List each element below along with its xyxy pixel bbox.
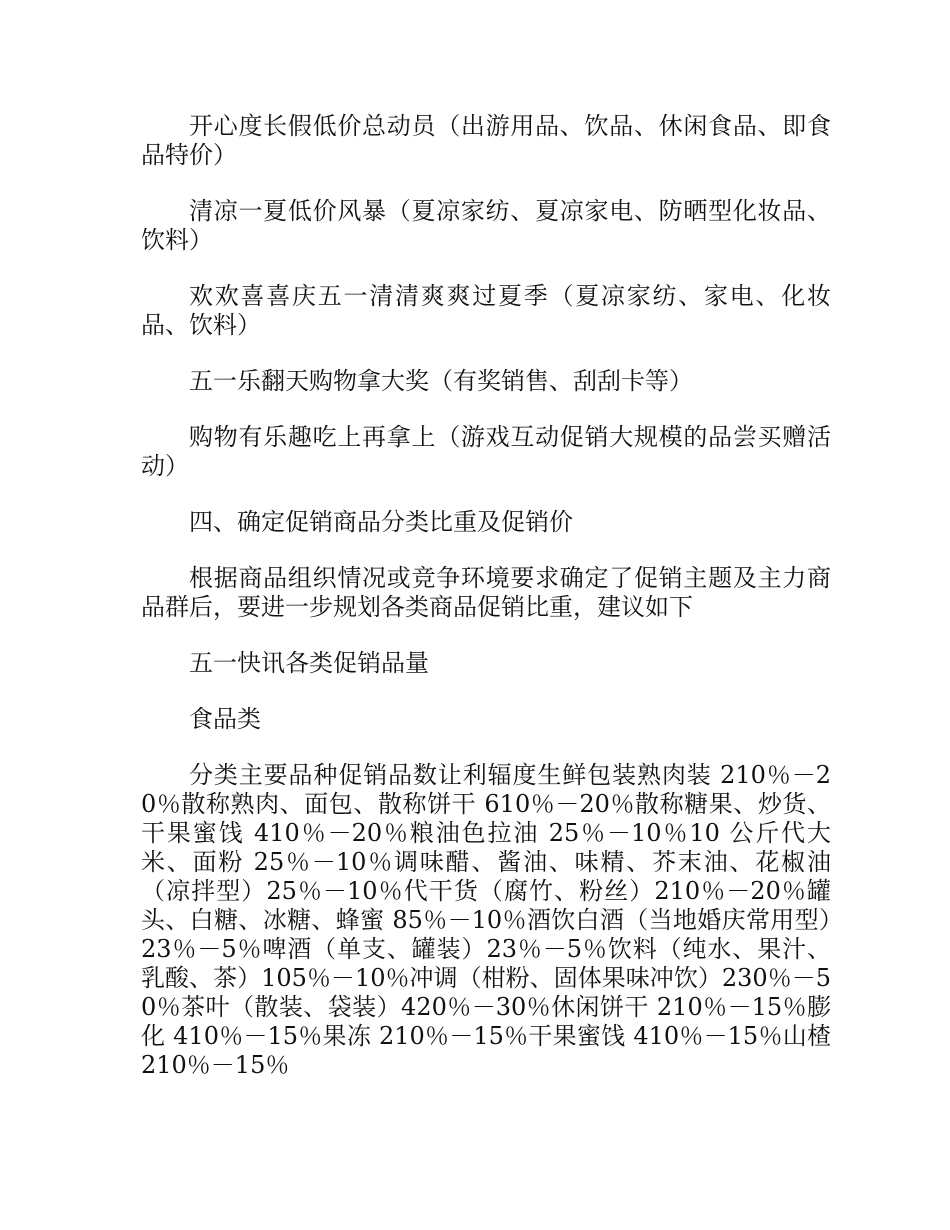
paragraph-tasting-activity: 购物有乐趣吃上再拿上（游戏互动促销大规模的品尝买赠活动） [141,423,831,480]
paragraph-food-category: 食品类 [189,705,261,733]
section-heading-promo-ratio: 四、确定促销商品分类比重及促销价 [189,508,573,536]
paragraph-ratio-advice: 根据商品组织情况或竞争环境要求确定了促销主题及主力商品群后，要进一步规划各类商品促销比重，建议如下 [141,564,831,621]
paragraph-flyer-volume: 五一快讯各类促销品量 [189,649,429,677]
paragraph-prize-sales: 五一乐翻天购物拿大奖（有奖销售、刮刮卡等） [189,367,693,395]
paragraph-summer-promo: 清凉一夏低价风暴（夏凉家纺、夏凉家电、防晒型化妆品、饮料） [141,197,831,254]
document-body [141,112,831,1107]
paragraph-food-details: 分类主要品种促销品数让利辐度生鲜包装熟肉装 210％－20％散称熟肉、面包、散称饼干 610％－20％散称糖果、炒货、干果蜜饯 410％－20％粮油色拉油 25％－10％10 公斤代大米、面粉 25％－10％调味醋、酱油、味精、芥末油、花椒油（凉拌型）25％－10％代干货（腐竹、粉丝）210％－20％罐头、白糖、冰糖、蜂蜜 85％－10％酒饮白酒（当地婚庆常用型）23％－5％啤酒（单支、罐装）23％－5％饮料（纯水、果汁、乳酸、茶）105％－10％冲调（柑粉、固体果味冲饮）230％－50％茶叶（散装、袋装）420％－30％休闲饼干 210％－15％膨化 410％－15％果冻 210％－15％干果蜜饯 410％－15％山楂 210％－15％ [141,761,831,1079]
paragraph-may-day-summer: 欢欢喜喜庆五一清清爽爽过夏季（夏凉家纺、家电、化妆品、饮料） [141,282,831,339]
paragraph-holiday-promo: 开心度长假低价总动员（出游用品、饮品、休闲食品、即食品特价） [141,112,831,169]
